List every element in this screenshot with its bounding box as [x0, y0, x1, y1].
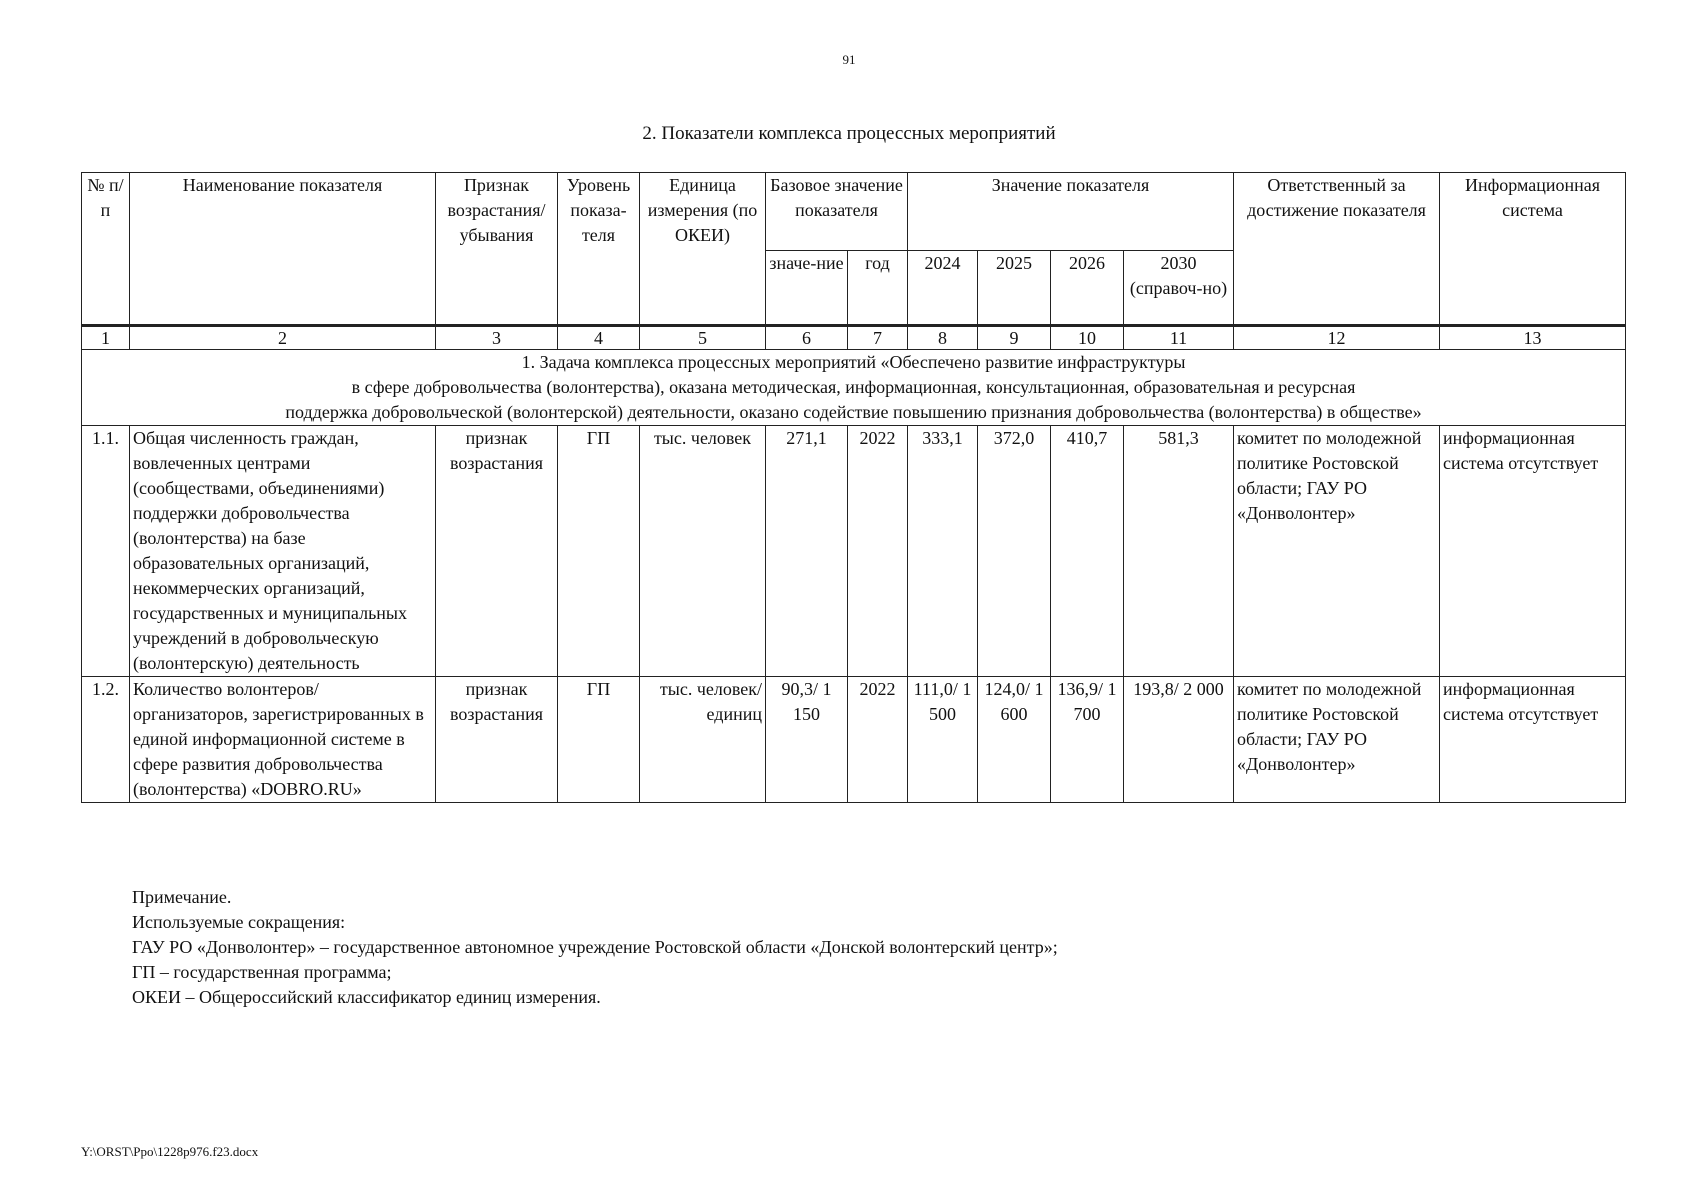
column-number: 1	[82, 326, 130, 350]
footer-file-path: Y:\ORST\Ppo\1228p976.f23.docx	[81, 1144, 259, 1159]
column-number: 3	[436, 326, 558, 350]
table-row	[82, 677, 1626, 803]
row-indicator-name: Общая численность граждан, вовлеченных центрами (сообществами, объединениями) поддержки добровольчества (волонтерства) на базе образовательных организаций, некоммерческих организаций, государственных и муниципальных учреждений в добровольческую (волонтерскую) деятельность	[130, 426, 436, 677]
table-row	[82, 426, 1626, 677]
column-number: 13	[1440, 326, 1626, 350]
row-base-value: 271,1	[766, 426, 848, 677]
column-number: 12	[1234, 326, 1440, 350]
row-value-2024: 111,0/ 1 500	[908, 677, 978, 803]
document-title: 2. Показатели комплекса процессных мероприятий	[642, 123, 1056, 144]
row-value-2030: 581,3	[1124, 426, 1234, 677]
header-base-value: значе-ние	[766, 251, 848, 326]
row-indicator-name: Количество волонтеров/ организаторов, зарегистрированных в единой информационной системе в сфере развития добровольчества (волонтерства) «DOBRO.RU»	[130, 677, 436, 803]
header-sign: Признак возрастания/ убывания	[436, 173, 558, 326]
row-base-year: 2022	[848, 677, 908, 803]
row-value-2030: 193,8/ 2 000	[1124, 677, 1234, 803]
task-title-line: 1. Задача комплекса процессных мероприятий «Обеспечено развитие инфраструктуры	[521, 352, 1186, 372]
row-info-system: информационная система отсутствует	[1440, 426, 1626, 677]
row-sign: признак возрастания	[436, 677, 558, 803]
column-number: 9	[978, 326, 1051, 350]
row-value-2025: 372,0	[978, 426, 1051, 677]
header-2025: 2025	[978, 251, 1051, 326]
indicators-table	[81, 172, 1626, 803]
header-num: № п/п	[82, 173, 130, 326]
column-number: 6	[766, 326, 848, 350]
row-responsible: комитет по молодежной политике Ростовской области; ГАУ РО «Донволонтер»	[1234, 677, 1440, 803]
header-level: Уровень показа-теля	[558, 173, 640, 326]
header-info-system: Информационная система	[1440, 173, 1626, 326]
row-unit: тыс. человек/ единиц	[640, 677, 766, 803]
column-number: 11	[1124, 326, 1234, 350]
task-title	[82, 350, 1626, 426]
abbreviation-item: ГП – государственная программа;	[132, 962, 392, 982]
header-2026: 2026	[1051, 251, 1124, 326]
abbreviation-item: ГАУ РО «Донволонтер» – государственное автономное учреждение Ростовской области «Донской волонтерский центр»;	[132, 937, 1058, 957]
row-base-year: 2022	[848, 426, 908, 677]
task-row	[82, 350, 1626, 426]
row-unit: тыс. человек	[640, 426, 766, 677]
row-sign: признак возрастания	[436, 426, 558, 677]
header-2030: 2030 (справоч-но)	[1124, 251, 1234, 326]
header-base-year: год	[848, 251, 908, 326]
column-number: 7	[848, 326, 908, 350]
row-level: ГП	[558, 677, 640, 803]
header-base: Базовое значение показателя	[766, 173, 908, 251]
row-value-2024: 333,1	[908, 426, 978, 677]
row-num: 1.1.	[82, 426, 130, 677]
column-number-row	[82, 326, 1626, 350]
header-2024: 2024	[908, 251, 978, 326]
column-number: 4	[558, 326, 640, 350]
header-unit: Единица измерения (по ОКЕИ)	[640, 173, 766, 326]
column-number: 8	[908, 326, 978, 350]
row-info-system: информационная система отсутствует	[1440, 677, 1626, 803]
header-name: Наименование показателя	[130, 173, 436, 326]
header-responsible: Ответственный за достижение показателя	[1234, 173, 1440, 326]
header-row-1	[82, 173, 1626, 251]
header-values: Значение показателя	[908, 173, 1234, 251]
row-responsible: комитет по молодежной политике Ростовской области; ГАУ РО «Донволонтер»	[1234, 426, 1440, 677]
page-number: 91	[842, 52, 856, 67]
column-number: 2	[130, 326, 436, 350]
task-title-line: в сфере добровольчества (волонтерства), оказана методическая, информационная, консультационная, образовательная и ресурсная	[351, 377, 1356, 397]
abbreviation-item: ОКЕИ – Общероссийский классификатор единиц измерения.	[132, 987, 601, 1007]
row-value-2025: 124,0/ 1 600	[978, 677, 1051, 803]
task-title-line: поддержка добровольческой (волонтерской) деятельности, оказано содействие повышению признания добровольчества (волонтерства) в обществе»	[285, 402, 1422, 422]
column-number: 5	[640, 326, 766, 350]
note-heading: Примечание.	[132, 887, 232, 907]
row-level: ГП	[558, 426, 640, 677]
abbreviations-heading: Используемые сокращения:	[132, 912, 346, 932]
row-num: 1.2.	[82, 677, 130, 803]
row-value-2026: 410,7	[1051, 426, 1124, 677]
column-number: 10	[1051, 326, 1124, 350]
notes-block	[132, 885, 1058, 1010]
row-base-value: 90,3/ 1 150	[766, 677, 848, 803]
row-value-2026: 136,9/ 1 700	[1051, 677, 1124, 803]
